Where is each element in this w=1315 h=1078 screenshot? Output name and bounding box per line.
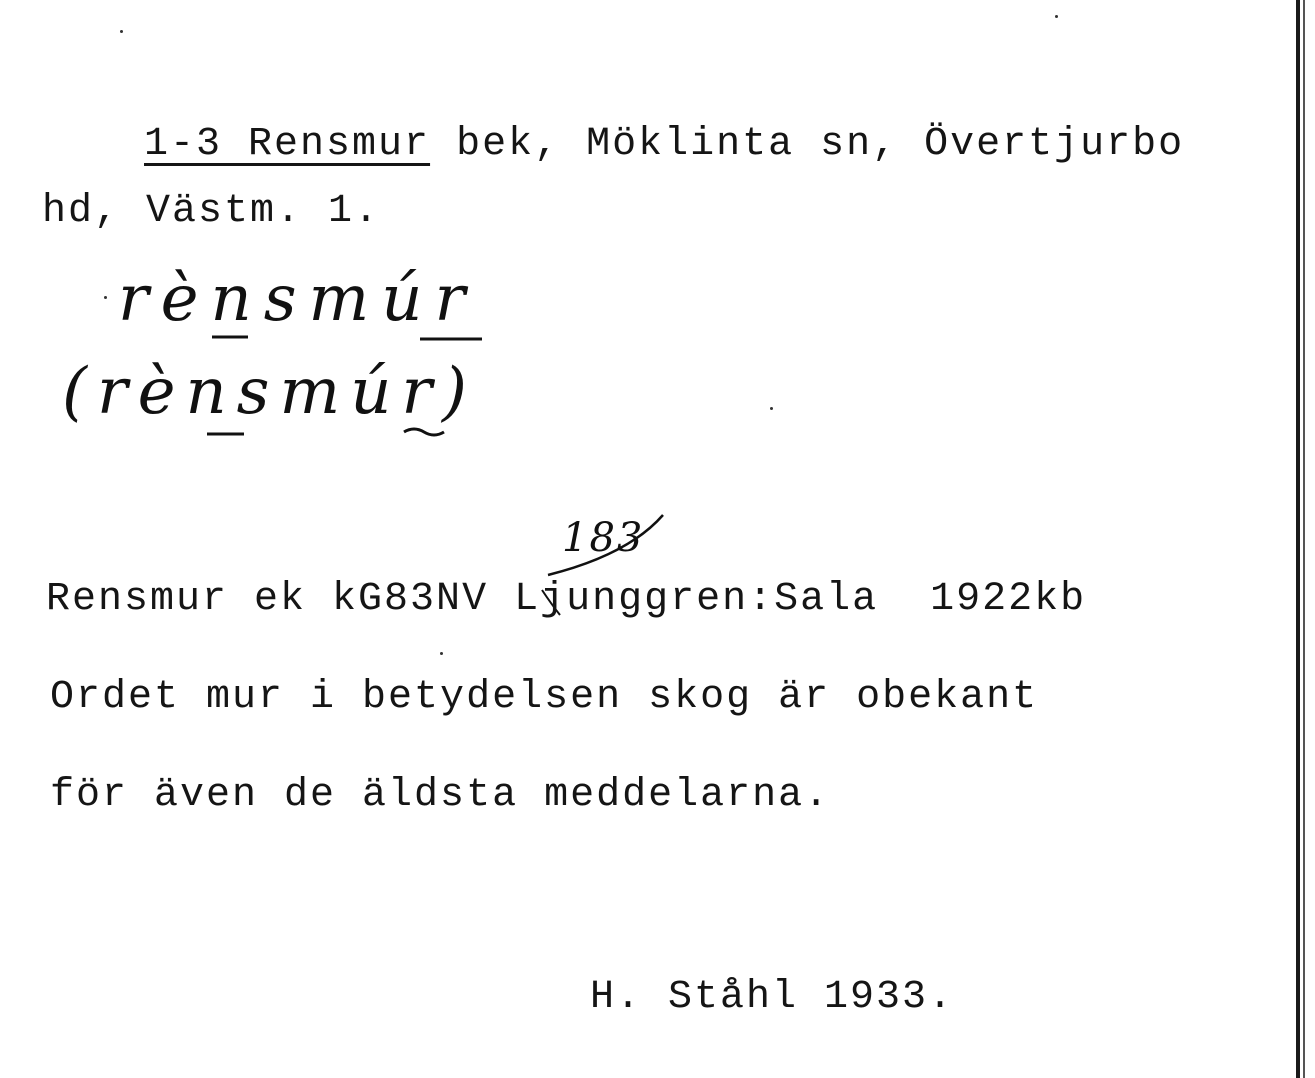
note-line-2: för även de äldsta meddelarna. xyxy=(50,773,831,818)
dust-speck xyxy=(770,407,773,410)
dust-speck xyxy=(1055,15,1058,18)
dust-speck xyxy=(120,30,123,33)
source-line: Rensmur ek kG83NV Ljunggren:Sala 1922kb xyxy=(46,577,1087,622)
handwritten-page-number: 183 xyxy=(562,515,645,561)
heading-location: bek, Möklinta sn, Övertjurbo xyxy=(430,122,1185,167)
note-line-1: Ordet mur i betydelsen skog är obekant xyxy=(50,675,1039,720)
dust-speck xyxy=(440,652,443,655)
pronunciation-handwritten-2: (rènsmúr) xyxy=(62,355,477,429)
pronunciation-handwritten-1: rènsmúr xyxy=(118,262,478,336)
dust-speck xyxy=(104,296,107,299)
headword: 1-3 Rensmur xyxy=(144,122,431,167)
district-line: hd, Västm. 1. xyxy=(42,189,381,234)
signature: H. Ståhl 1933. xyxy=(590,975,955,1020)
